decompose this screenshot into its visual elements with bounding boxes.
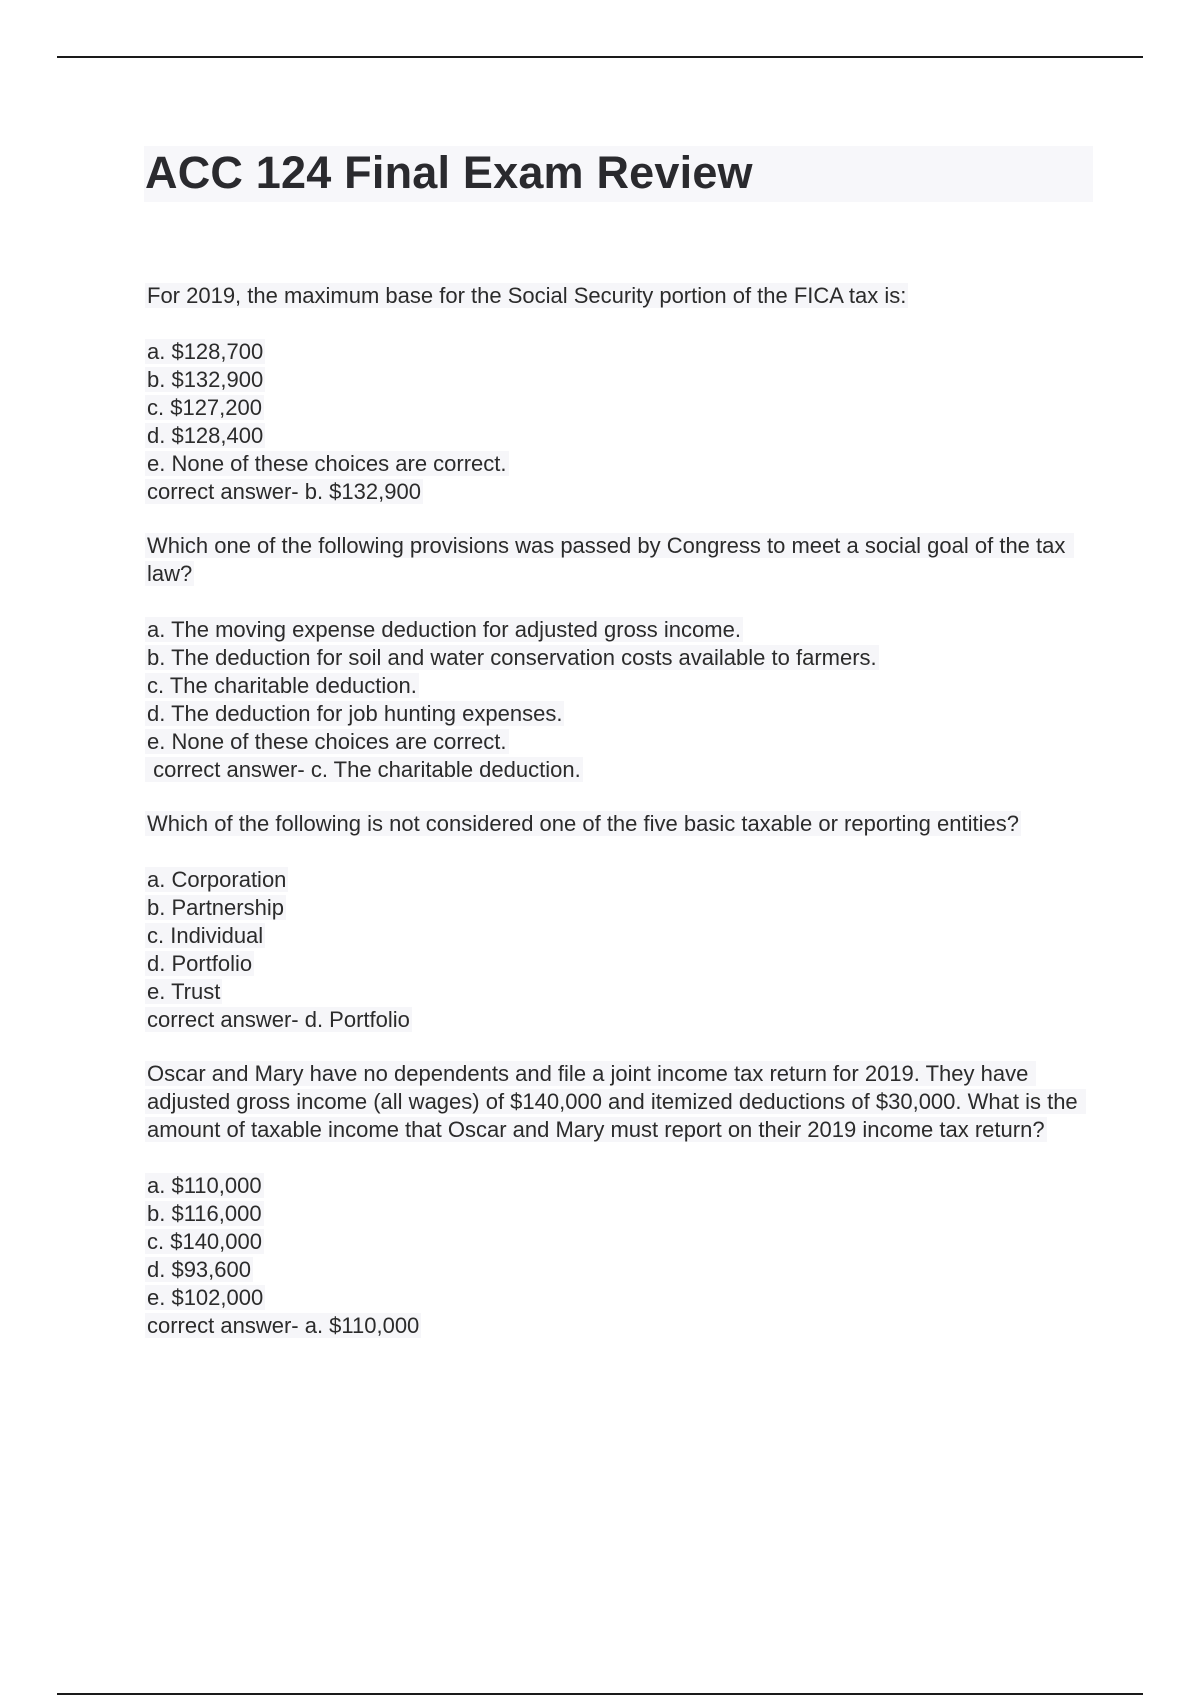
option-a: a. $128,700 [147,339,264,364]
question-text: Which of the following is not considered one of the five basic taxable or reporting entities? [147,811,1019,836]
option-b: b. The deduction for soil and water conservation costs available to farmers. [147,645,877,670]
bottom-rule [57,1693,1143,1695]
question-block-4 [145,1060,1085,1340]
option-d: d. Portfolio [147,951,253,976]
option-e: e. $102,000 [147,1285,264,1310]
option-a: a. $110,000 [147,1173,262,1198]
question-block-3 [145,810,1085,1034]
option-b: b. $116,000 [147,1201,262,1226]
question-block-2 [145,532,1085,784]
question-text: For 2019, the maximum base for the Social Security portion of the FICA tax is: [147,283,907,308]
question-text: Which one of the following provisions was passed by Congress to meet a social goal of the tax law? [147,533,1072,586]
option-d: d. The deduction for job hunting expenses. [147,701,563,726]
option-c: c. $140,000 [147,1229,262,1254]
option-c: c. Individual [147,923,264,948]
option-e: e. None of these choices are correct. [147,451,507,476]
correct-answer: correct answer- c. The charitable deduction. [147,757,581,782]
option-c: c. $127,200 [147,395,262,420]
question-block-1 [145,282,1085,506]
page-title: ACC 124 Final Exam Review [145,147,753,198]
option-b: b. $132,900 [147,367,264,392]
option-e: e. Trust [147,979,221,1004]
option-a: a. Corporation [147,867,287,892]
option-a: a. The moving expense deduction for adjusted gross income. [147,617,741,642]
correct-answer: correct answer- b. $132,900 [147,479,421,504]
option-d: d. $128,400 [147,423,264,448]
option-c: c. The charitable deduction. [147,673,417,698]
question-list [145,282,1085,1366]
correct-answer: correct answer- d. Portfolio [147,1007,410,1032]
option-e: e. None of these choices are correct. [147,729,507,754]
question-text: Oscar and Mary have no dependents and file a joint income tax return for 2019. They have adjusted gross income (all wages) of $140,000 and itemized deductions of $30,000. What is the amount of taxable income that Oscar and Mary must report on their 2019 income tax return? [147,1061,1084,1142]
option-d: d. $93,600 [147,1257,251,1282]
option-b: b. Partnership [147,895,284,920]
top-rule [57,56,1143,58]
correct-answer: correct answer- a. $110,000 [147,1313,420,1338]
